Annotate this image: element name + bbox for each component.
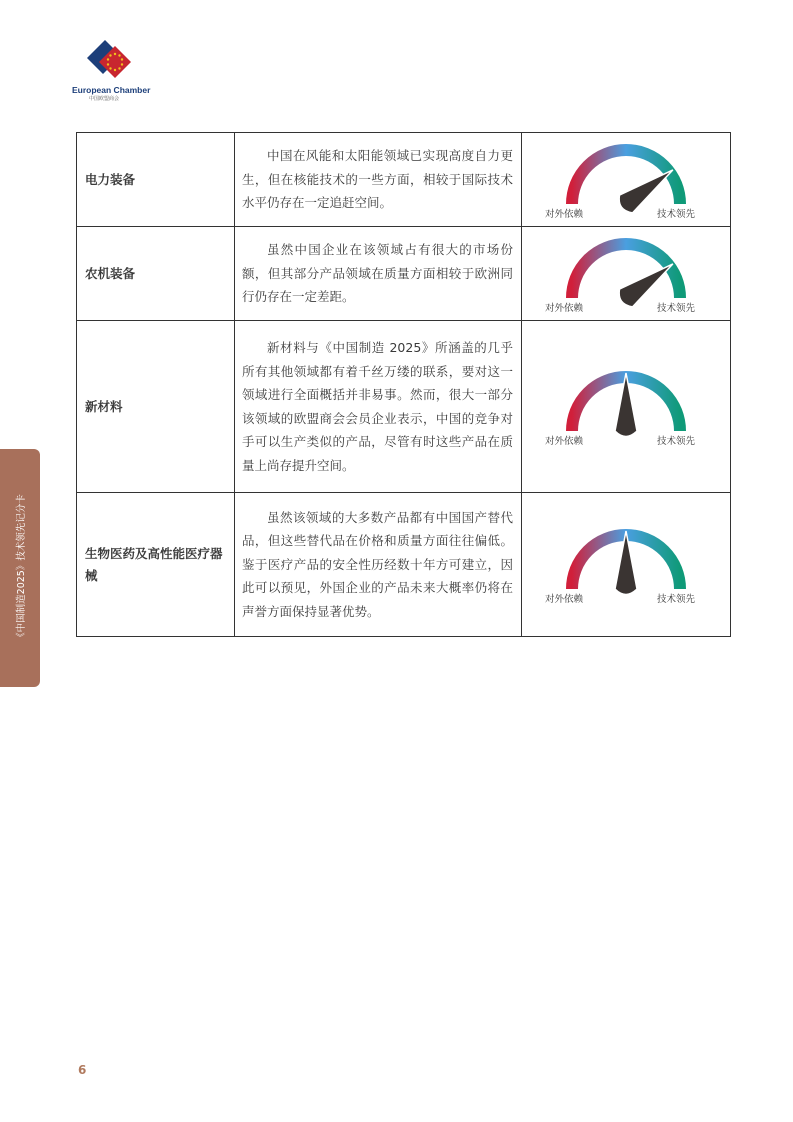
sector-description <box>235 227 522 321</box>
scorecard-table <box>76 132 731 637</box>
gauge <box>541 232 711 318</box>
gauge-cell <box>522 493 731 637</box>
description-text: 中国在风能和太阳能领域已实现高度自力更生，但在核能技术的一些方面，相较于国际技术水平仍存在一定追赶空间。 <box>242 148 513 211</box>
side-tab-label: 《中国制造2025》技术领先记分卡 <box>16 494 27 642</box>
gauge-chart <box>541 138 711 220</box>
gauge-label-left: 对外依赖 <box>545 435 584 447</box>
gauge-label-right: 技术领先 <box>657 593 696 605</box>
gauge-chart <box>541 523 711 605</box>
gauge-needle <box>619 263 673 306</box>
sector-name: 生物医药及高性能医疗器械 <box>77 493 235 637</box>
sector-description <box>235 493 522 637</box>
gauge-cell <box>522 227 731 321</box>
logo-name: European Chamber <box>72 85 151 95</box>
gauge-chart <box>541 232 711 314</box>
sector-name: 电力装备 <box>77 133 235 227</box>
gauge-label-right: 技术领先 <box>657 435 696 447</box>
table-row <box>77 133 731 227</box>
table-row <box>77 493 731 637</box>
side-tab <box>0 449 40 687</box>
logo <box>72 38 151 102</box>
description-text: 虽然该领域的大多数产品都有中国国产替代品，但这些替代品在价格和质量方面往往偏低。鉴于医疗产品的安全性历经数十年方可建立，因此可以预见，外国企业的产品未来大概率仍将在声誉方面保持显著优势。 <box>242 509 513 619</box>
logo-subtitle: 中国欧盟商会 <box>89 96 120 102</box>
table-row <box>77 227 731 321</box>
gauge-cell <box>522 321 731 493</box>
description-text: 虽然中国企业在该领域占有很大的市场份额，但其部分产品领域在质量方面相较于欧洲同行仍存在一定差距。 <box>242 242 513 305</box>
page-number: 6 <box>78 1063 87 1077</box>
gauge-label-right: 技术领先 <box>657 208 696 220</box>
description-text: 新材料与《中国制造 2025》所涵盖的几乎所有其他领域都有着千丝万缕的联系，要对这一领域进行全面概括并非易事。然而，很大一部分该领域的欧盟商会会员企业表示，中国的竞争对手可以生产类似的产品，尽管有时这些产品在质量上尚存提升空间。 <box>242 340 513 473</box>
gauge-chart <box>541 365 711 447</box>
gauge-label-left: 对外依赖 <box>545 593 584 605</box>
gauge-label-right: 技术领先 <box>657 302 696 314</box>
gauge <box>541 365 711 451</box>
sector-name: 农机装备 <box>77 227 235 321</box>
european-chamber-logo-icon <box>83 38 135 84</box>
table-row <box>77 321 731 493</box>
gauge-label-left: 对外依赖 <box>545 302 584 314</box>
gauge-cell <box>522 133 731 227</box>
table-body <box>77 133 731 637</box>
gauge-label-left: 对外依赖 <box>545 208 584 220</box>
sector-name: 新材料 <box>77 321 235 493</box>
gauge-needle <box>619 169 673 212</box>
gauge <box>541 523 711 609</box>
sector-description <box>235 321 522 493</box>
sector-description <box>235 133 522 227</box>
gauge <box>541 138 711 224</box>
